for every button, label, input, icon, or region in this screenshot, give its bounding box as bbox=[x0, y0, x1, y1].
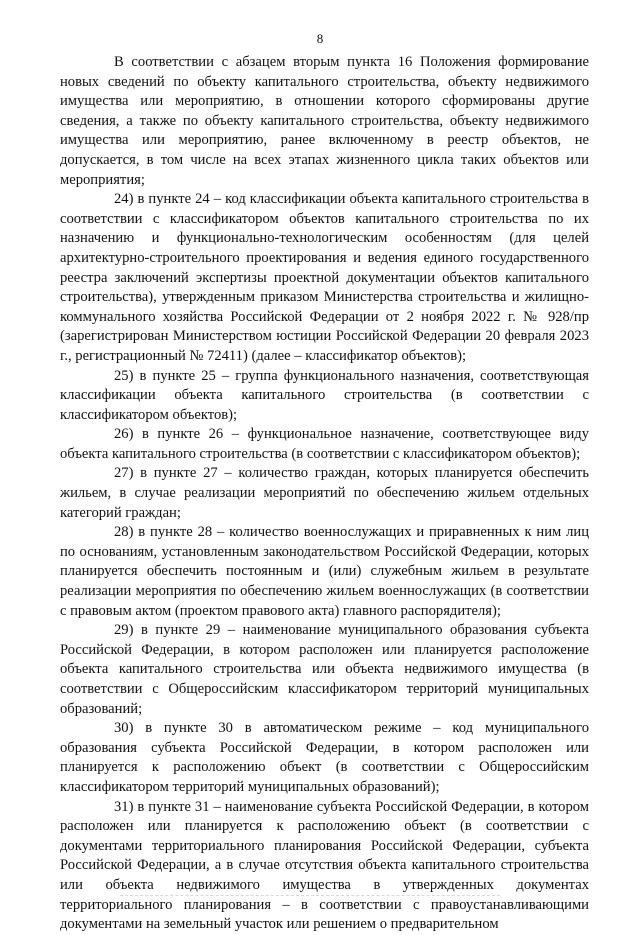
paragraph-item-31: 31) в пункте 31 – наименование субъекта Российской Федерации, в котором расположен или планируется к расположению объект (в соответствии с документами территориального планирования Российской Федерации, субъекта Российской Федерации, а в случае отсутствия объекта капитального строительства или объекта недвижимого имущества в утвержденных документах территориального планирования – в соответствии с правоустанавливающими документами на земельный участок или решением о предварительном bbox=[60, 798, 589, 933]
paragraph-item-29: 29) в пункте 29 – наименование муниципального образования субъекта Российской Федерации, в котором расположен или планируется расположение объекта капитального строительства или объекта недвижимого имущества (в соответствии с Общероссийским классификатором территорий муниципальных образований; bbox=[60, 622, 589, 717]
paragraph-item-28: 28) в пункте 28 – количество военнослужащих и приравненных к ним лиц по основаниям, установленным законодательством Российской Федерации, которых планируется обеспечить постоянным и (или) служебным жильем в результате реализации мероприятия по обеспечению жильем военнослужащих (в соответствии с правовым актом (проектом правового акта) главного распорядителя); bbox=[60, 524, 589, 619]
paragraph-item-24: 24) в пункте 24 – код классификации объекта капитального строительства в соответствии с классификатором объектов капитального строительства по их назначению и функционально-технологическим особенностям (для целей архитектурно-строительного проектирования и ведения единого государственного реестра заключений экспертизы проектной документации объектов капитального строительства), утвержденным приказом Министерства строительства и жилищно-коммунального хозяйства Российской Федерации от 2 ноября 2022 г. № 928/пр (зарегистрирован Министерством юстиции Российской Федерации 20 февраля 2023 г., регистрационный № 72411) (далее – классификатор объектов); bbox=[60, 191, 589, 364]
paragraph-intro: В соответствии с абзацем вторым пункта 16 Положения формирование новых сведений по объекту капитального строительства, объекту недвижимого имущества или мероприятию, в отношении которого сформированы другие сведения, а также по объекту капитального строительства, объекту недвижимого имущества или мероприятию, ранее включенному в реестр объектов, не допускается, в том числе на всех этапах жизненного цикла таких объектов или мероприятия; bbox=[60, 54, 589, 188]
page-number: 8 bbox=[316, 31, 324, 46]
paragraph-item-30: 30) в пункте 30 в автоматическом режиме – код муниципального образования субъекта Российской Федерации, в котором расположен или планируется к расположению объект (в соответствии с Общероссийским классификатором территорий муниципальных образований); bbox=[60, 720, 589, 795]
paragraph-item-26: 26) в пункте 26 – функциональное назначение, соответствующее виду объекта капитального строительства (в соответствии с классификатором объектов); bbox=[60, 426, 589, 462]
scan-edge-artifact bbox=[120, 895, 500, 899]
paragraph-item-25: 25) в пункте 25 – группа функционального назначения, соответствующая классификации объекта капитального строительства (в соответствии с классификатором объектов); bbox=[60, 367, 589, 423]
paragraph-item-27: 27) в пункте 27 – количество граждан, которых планируется обеспечить жильем, в случае реализации мероприятий по обеспечению жильем отдельных категорий граждан; bbox=[60, 465, 589, 521]
document-body bbox=[60, 53, 589, 935]
